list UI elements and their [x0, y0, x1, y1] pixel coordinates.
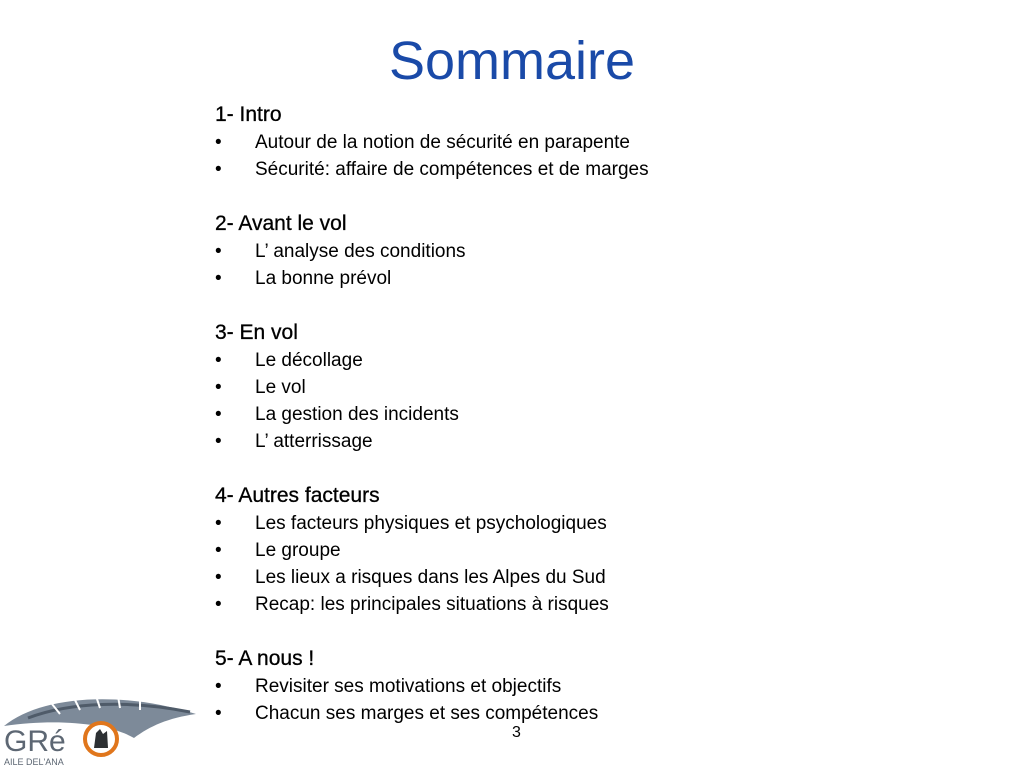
section-autres-facteurs	[215, 482, 815, 618]
section-heading: 5- A nous !	[215, 647, 315, 670]
list-item: • La gestion des incidents	[215, 401, 815, 428]
slide-title: Sommaire	[388, 31, 636, 91]
list-item: • L’ atterrissage	[215, 428, 815, 455]
list-item: • Les lieux a risques dans les Alpes du Sud	[215, 564, 815, 591]
list-item: • L’ analyse des conditions	[215, 238, 815, 265]
list-item: • La bonne prévol	[215, 265, 815, 292]
club-logo	[0, 688, 200, 768]
section-a-nous	[215, 645, 815, 727]
list-item: • Recap: les principales situations à risques	[215, 591, 815, 618]
section-heading: 4- Autres facteurs	[215, 484, 380, 507]
section-avant-le-vol	[215, 210, 815, 292]
table-of-contents	[215, 101, 815, 754]
page-number: 3	[512, 724, 521, 741]
list-item: • Le décollage	[215, 347, 815, 374]
list-item: • Le vol	[215, 374, 815, 401]
svg-text:GRé: GRé	[4, 725, 66, 758]
list-item: • Autour de la notion de sécurité en parapente	[215, 129, 815, 156]
section-heading: 2- Avant le vol	[215, 212, 347, 235]
list-item: • Les facteurs physiques et psychologiques	[215, 510, 815, 537]
list-item: • Chacun ses marges et ses compétences	[215, 700, 815, 727]
section-heading: 1- Intro	[215, 103, 282, 126]
feather-logo-icon	[0, 688, 200, 768]
section-heading: 3- En vol	[215, 321, 298, 344]
list-item: • Sécurité: affaire de compétences et de marges	[215, 156, 815, 183]
list-item: • Revisiter ses motivations et objectifs	[215, 673, 815, 700]
section-en-vol	[215, 319, 815, 455]
svg-text:AILE DEL'ANA: AILE DEL'ANA	[4, 757, 64, 767]
section-intro	[215, 101, 815, 183]
list-item: • Le groupe	[215, 537, 815, 564]
